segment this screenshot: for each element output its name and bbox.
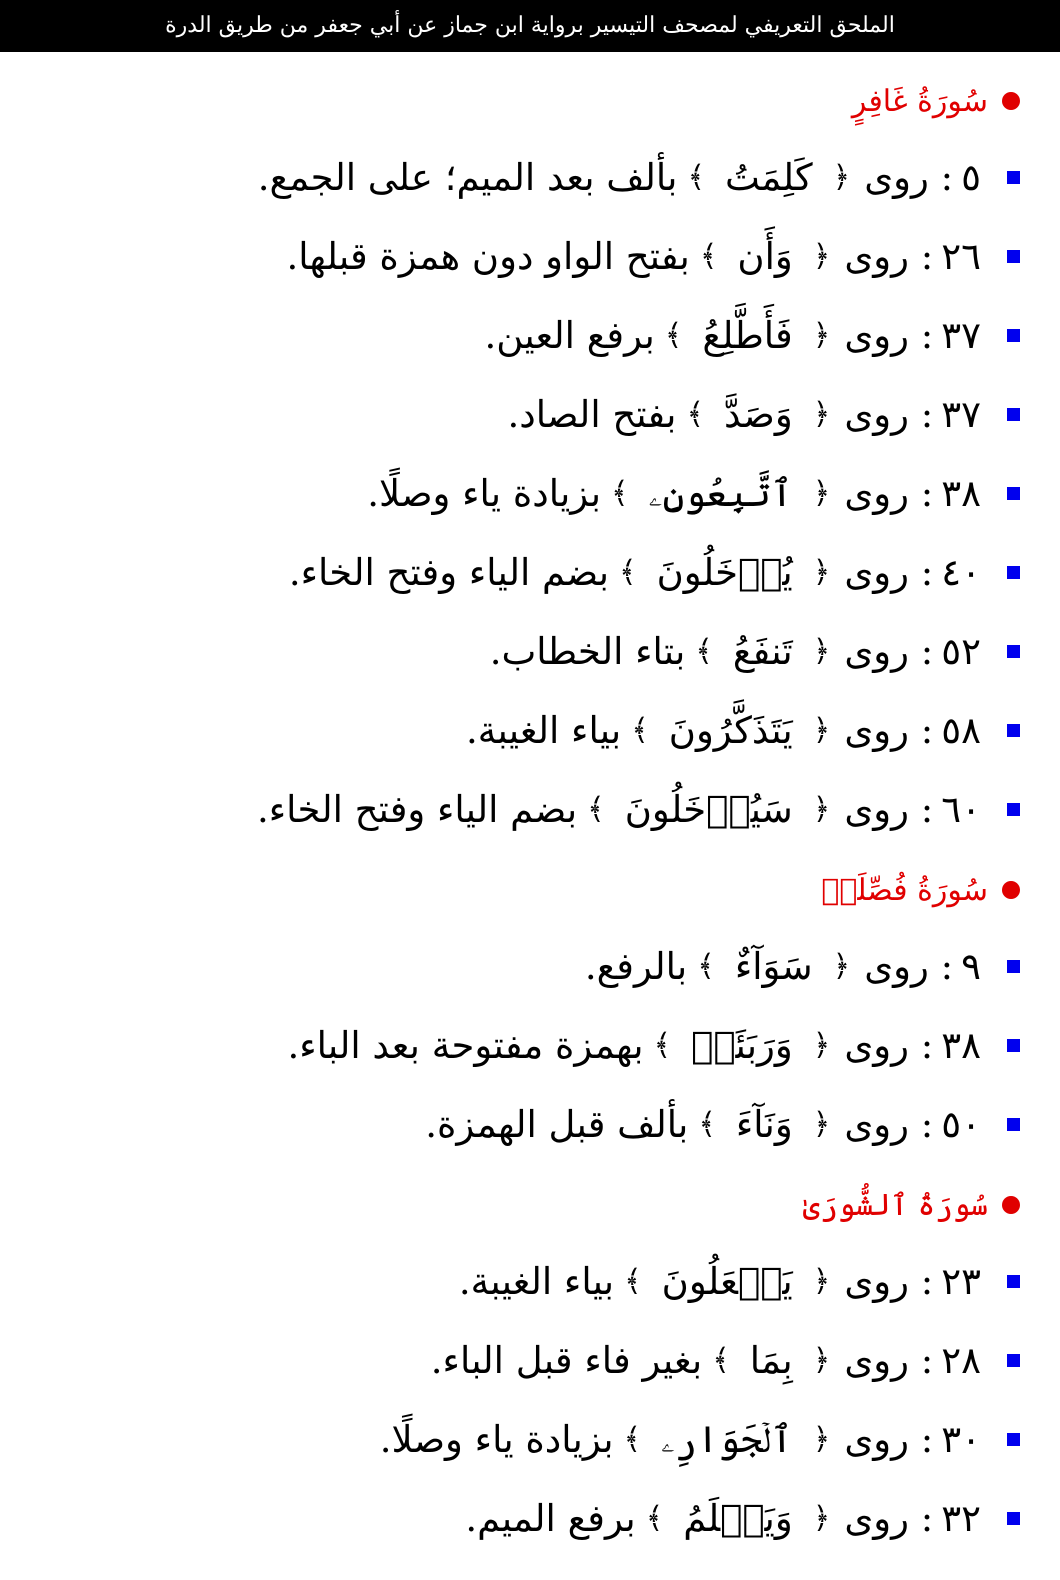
blue-square-bullet-icon: [1007, 408, 1020, 421]
ornate-bracket-close: ﴾: [619, 555, 637, 590]
reading-description: بغير فاء قبل الباء.: [430, 1339, 703, 1382]
rawa-label: روى: [844, 1497, 910, 1540]
ornate-bracket-open: ﴿: [832, 949, 851, 984]
reading-entry: [40, 1242, 1020, 1321]
reading-description: بفتح الصاد.: [507, 393, 677, 436]
blue-square-bullet-icon: [1007, 645, 1020, 658]
ornate-bracket-open: ﴿: [812, 1028, 831, 1063]
colon: :: [920, 1103, 934, 1146]
blue-square-bullet-icon: [1007, 1512, 1020, 1525]
ornate-bracket-close: ﴾: [699, 239, 718, 274]
verse-number: ٣٢: [941, 1497, 981, 1540]
ornate-bracket-open: ﴿: [812, 555, 831, 590]
surah-heading: [40, 853, 1020, 927]
quran-word: فَأَطَّلِعُ: [702, 314, 793, 357]
blue-square-bullet-icon: [1007, 250, 1020, 263]
quran-word: وَنَآءَ: [735, 1103, 793, 1146]
rawa-label: روى: [844, 1339, 910, 1382]
surah-title: سُورَةُ غَافِرٍ: [851, 83, 988, 119]
surah-heading: [40, 1168, 1020, 1242]
quran-word: وَرَبَئَتۡ: [691, 1024, 793, 1067]
reading-entry: [40, 1085, 1020, 1164]
verse-number: ٦٠: [941, 788, 981, 831]
reading-description: بالرفع.: [584, 945, 688, 988]
reading-entry: [40, 217, 1020, 296]
rawa-label: روى: [844, 551, 910, 594]
colon: :: [920, 551, 934, 594]
verse-number: ٥: [961, 156, 981, 199]
colon: :: [920, 788, 934, 831]
blue-square-bullet-icon: [1007, 1275, 1020, 1288]
reading-description: بزيادة ياء وصلًا.: [379, 1418, 614, 1461]
reading-entry: [40, 1400, 1020, 1479]
quran-word: بِمَا: [749, 1339, 793, 1382]
blue-square-bullet-icon: [1007, 1118, 1020, 1131]
ornate-bracket-close: ﴾: [695, 634, 713, 669]
verse-number: ٣٨: [941, 472, 981, 515]
verse-number: ٣٧: [941, 393, 981, 436]
rawa-label: روى: [844, 393, 910, 436]
colon: :: [920, 1497, 934, 1540]
reading-description: بتاء الخطاب.: [489, 630, 686, 673]
ornate-bracket-close: ﴾: [611, 476, 629, 511]
reading-entry: [40, 1479, 1020, 1558]
quran-word: ٱلۡجَوَارِۦ: [661, 1417, 793, 1461]
verse-number: ٥٨: [941, 709, 981, 752]
verse-number: ٩: [961, 945, 981, 988]
colon: :: [920, 1260, 934, 1303]
reading-description: بياء الغيبة.: [465, 709, 622, 752]
rawa-label: روى: [844, 1103, 910, 1146]
ornate-bracket-open: ﴿: [812, 1422, 831, 1457]
blue-square-bullet-icon: [1007, 487, 1020, 500]
colon: :: [920, 630, 934, 673]
reading-description: برفع العين.: [484, 314, 655, 357]
rawa-label: روى: [844, 1024, 910, 1067]
blue-square-bullet-icon: [1007, 803, 1020, 816]
ornate-bracket-open: ﴿: [812, 713, 831, 748]
colon: :: [920, 1024, 934, 1067]
reading-description: بياء الغيبة.: [458, 1260, 615, 1303]
ornate-bracket-open: ﴿: [812, 792, 831, 827]
reading-entry: [40, 138, 1020, 217]
reading-description: برفع الميم.: [465, 1497, 636, 1540]
quran-word: سَيُدۡخَلُونَ: [624, 788, 793, 831]
red-bullet-icon: [1002, 92, 1020, 110]
verse-number: ٢٣: [941, 1260, 981, 1303]
rawa-label: روى: [844, 1418, 910, 1461]
reading-description: بألف قبل الهمزة.: [425, 1103, 689, 1146]
verse-number: ٢٦: [941, 235, 981, 278]
surah-title: سُورَةُ فُصِّلَتۡ: [821, 872, 988, 908]
ornate-bracket-open: ﴿: [812, 1107, 831, 1142]
colon: :: [940, 945, 954, 988]
ornate-bracket-open: ﴿: [812, 634, 831, 669]
quran-word: كَلِمَتُ: [725, 156, 813, 199]
ornate-bracket-open: ﴿: [832, 160, 851, 195]
red-bullet-icon: [1002, 1196, 1020, 1214]
blue-square-bullet-icon: [1007, 1354, 1020, 1367]
red-bullet-icon: [1002, 881, 1020, 899]
blue-square-bullet-icon: [1007, 566, 1020, 579]
colon: :: [920, 1418, 934, 1461]
surah-heading: [40, 64, 1020, 138]
blue-square-bullet-icon: [1007, 171, 1020, 184]
ornate-bracket-close: ﴾: [686, 397, 705, 432]
reading-entry: [40, 691, 1020, 770]
surah-title: سُورَةُ ٱلشُّورَىٰ: [802, 1187, 988, 1223]
reading-description: بضم الياء وفتح الخاء.: [257, 788, 578, 831]
quran-word: وَصَدَّ: [724, 393, 793, 436]
quran-word: وَيَعۡلَمُ: [683, 1497, 793, 1540]
header-title: الملحق التعريفي لمصحف التيسير برواية ابن جماز عن أبي جعفر من طريق الدرة: [165, 13, 895, 38]
verse-number: ٥٠: [941, 1103, 981, 1146]
colon: :: [920, 314, 934, 357]
reading-entry: [40, 1321, 1020, 1400]
blue-square-bullet-icon: [1007, 724, 1020, 737]
quran-word: وَأَن: [737, 235, 793, 278]
ornate-bracket-close: ﴾: [697, 949, 715, 984]
ornate-bracket-open: ﴿: [812, 1343, 831, 1378]
ornate-bracket-close: ﴾: [623, 1422, 642, 1457]
reading-entry: [40, 1006, 1020, 1085]
ornate-bracket-close: ﴾: [624, 1264, 642, 1299]
quran-word: ٱتَّبِعُونِۦ: [648, 471, 793, 515]
blue-square-bullet-icon: [1007, 960, 1020, 973]
rawa-label: روى: [844, 630, 910, 673]
ornate-bracket-close: ﴾: [645, 1501, 664, 1536]
quran-word: يُدۡخَلُونَ: [656, 551, 793, 594]
ornate-bracket-open: ﴿: [812, 476, 831, 511]
rawa-label: روى: [864, 945, 929, 988]
reading-entry: [40, 454, 1020, 533]
reading-entry: [40, 927, 1020, 1006]
colon: :: [920, 472, 934, 515]
blue-square-bullet-icon: [1007, 1433, 1020, 1446]
colon: :: [920, 709, 934, 752]
ornate-bracket-open: ﴿: [812, 318, 831, 353]
reading-description: بألف بعد الميم؛ على الجمع.: [257, 156, 678, 199]
reading-entry: [40, 770, 1020, 849]
rawa-label: روى: [864, 156, 929, 199]
colon: :: [920, 393, 934, 436]
ornate-bracket-close: ﴾: [631, 713, 649, 748]
ornate-bracket-close: ﴾: [687, 160, 706, 195]
ornate-bracket-open: ﴿: [812, 1264, 831, 1299]
blue-square-bullet-icon: [1007, 329, 1020, 342]
verse-number: ٣٨: [941, 1024, 981, 1067]
verse-number: ٥٢: [941, 630, 981, 673]
reading-entry: [40, 533, 1020, 612]
verse-number: ٣٧: [941, 314, 981, 357]
ornate-bracket-open: ﴿: [812, 1501, 831, 1536]
verse-number: ٢٨: [941, 1339, 981, 1382]
reading-entry: [40, 296, 1020, 375]
reading-entry: [40, 612, 1020, 691]
ornate-bracket-close: ﴾: [712, 1343, 730, 1378]
ornate-bracket-close: ﴾: [653, 1028, 672, 1063]
surah-list: [40, 60, 1020, 1558]
quran-word: يَتَذَكَّرُونَ: [668, 709, 793, 752]
ornate-bracket-open: ﴿: [812, 397, 831, 432]
ornate-bracket-close: ﴾: [587, 792, 605, 827]
ornate-bracket-open: ﴿: [812, 239, 831, 274]
colon: :: [940, 156, 954, 199]
quran-word: يَفۡعَلُونَ: [661, 1260, 793, 1303]
reading-description: بفتح الواو دون همزة قبلها.: [286, 235, 690, 278]
reading-description: بضم الياء وفتح الخاء.: [288, 551, 610, 594]
verse-number: ٤٠: [941, 551, 981, 594]
colon: :: [920, 235, 934, 278]
rawa-label: روى: [844, 709, 910, 752]
reading-description: بهمزة مفتوحة بعد الباء.: [287, 1024, 644, 1067]
rawa-label: روى: [844, 314, 910, 357]
reading-entry: [40, 375, 1020, 454]
rawa-label: روى: [844, 472, 910, 515]
quran-word: سَوَآءٌ: [734, 945, 813, 988]
verse-number: ٣٠: [941, 1418, 981, 1461]
page-header: [0, 0, 1060, 52]
quran-word: تَنفَعُ: [732, 630, 793, 673]
rawa-label: روى: [844, 788, 910, 831]
ornate-bracket-close: ﴾: [698, 1107, 716, 1142]
blue-square-bullet-icon: [1007, 1039, 1020, 1052]
rawa-label: روى: [844, 1260, 910, 1303]
ornate-bracket-close: ﴾: [664, 318, 683, 353]
reading-description: بزيادة ياء وصلًا.: [367, 472, 602, 515]
rawa-label: روى: [844, 235, 910, 278]
colon: :: [920, 1339, 934, 1382]
